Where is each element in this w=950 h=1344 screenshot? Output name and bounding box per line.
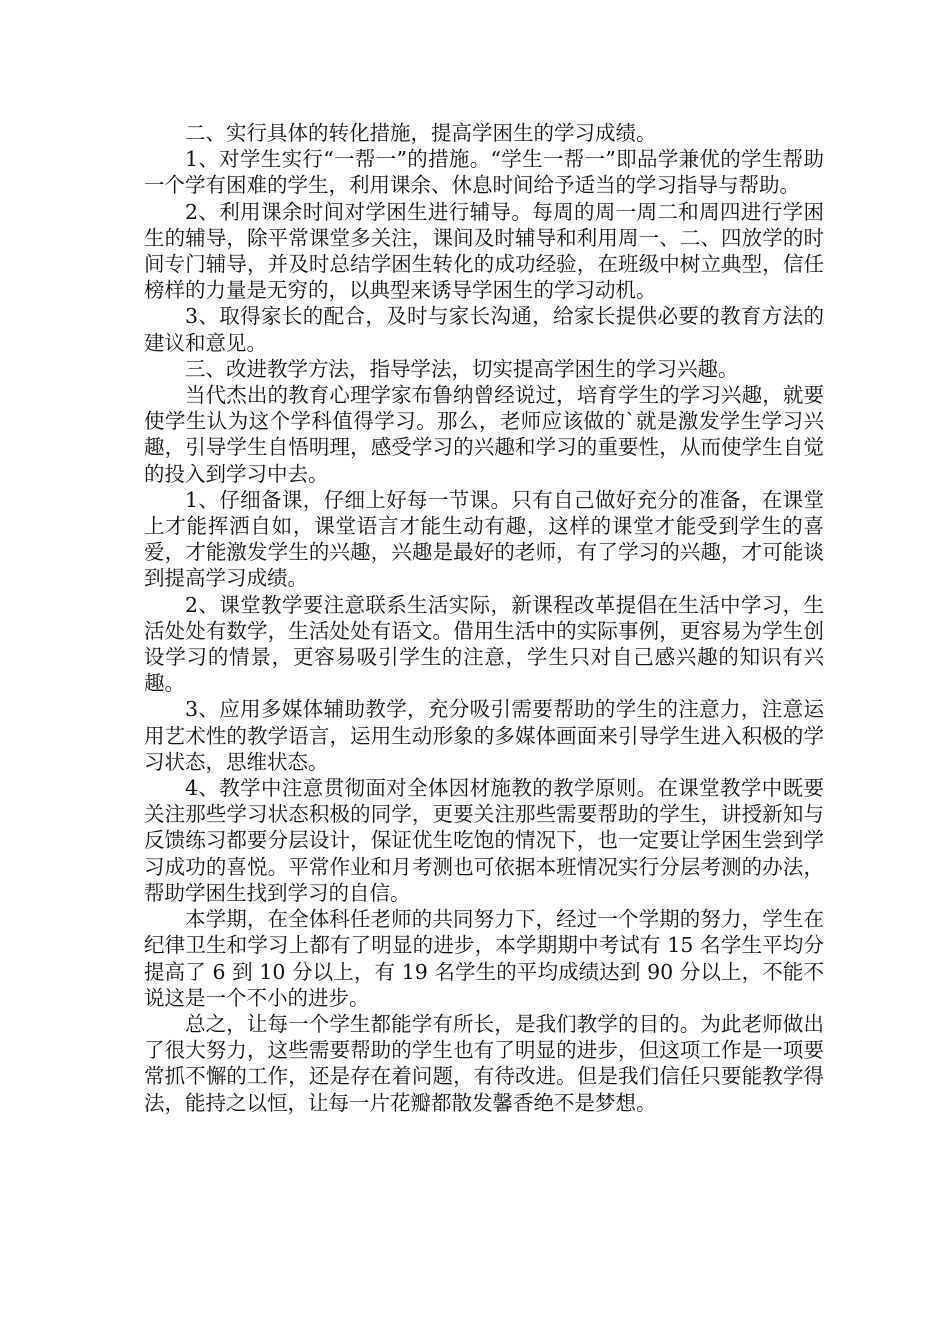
heading-section-three: 三、改进教学方法，指导学法，切实提高学困生的学习兴趣。 [185, 356, 739, 381]
paragraph-method-1: 1、仔细备课，仔细上好每一节课。只有自己做好充分的准备，在课堂上才能挥洒自如，课堂语言才能生动有趣，这样的课堂才能受到学生的喜爱，才能激发学生的兴趣，兴趣是最好的老师，有了学习的兴趣，才可能谈到提高学习成绩。 [144, 487, 824, 591]
paragraph-method-4: 4、教学中注意贯彻面对全体因材施教的教学原则。在课堂教学中既要关注那些学习状态积极的同学，更要关注那些需要帮助的学生，讲授新知与反馈练习都要分层设计，保证优生吃饱的情况下，也一定要让学困生尝到学习成功的喜悦。平常作业和月考测也可依据本班情况实行分层考测的办法，帮助学困生找到学习的自信。 [144, 776, 824, 905]
paragraph-method-3: 3、应用多媒体辅助教学，充分吸引需要帮助的学生的注意力，注意运用艺术性的教学语言，运用生动形象的多媒体画面来引导学生进入积极的学习状态，思维状态。 [144, 697, 824, 774]
paragraph-measure-2: 2、利用课余时间对学困生进行辅导。每周的周一周二和周四进行学困生的辅导，除平常课堂多关注，课间及时辅导和利用周一、二、四放学的时间专门辅导，并及时总结学困生转化的成功经验，在班级中树立典型，信任榜样的力量是无穷的，以典型来诱导学困生的学习动机。 [144, 199, 824, 303]
paragraph-conclusion: 总之，让每一个学生都能学有所长，是我们教学的目的。为此老师做出了很大努力，这些需要帮助的学生也有了明显的进步，但这项工作是一项要常抓不懈的工作，还是存在着问题，有待改进。但是我们信任只要能教学得法，能持之以恒，让每一片花瓣都散发馨香绝不是梦想。 [144, 1011, 824, 1115]
paragraph-measure-3: 3、取得家长的配合，及时与家长沟通，给家长提供必要的教育方法的建议和意见。 [144, 304, 824, 355]
paragraph-method-2: 2、课堂教学要注意联系生活实际，新课程改革提倡在生活中学习，生活处处有数学，生活处处有语文。借用生活中的实际事例，更容易为学生创设学习的情景，更容易吸引学生的注意，学生只对自己感兴趣的知识有兴趣。 [144, 592, 824, 696]
heading-section-two: 二、实行具体的转化措施，提高学困生的学习成绩。 [185, 121, 657, 145]
document-body [144, 120, 824, 1116]
paragraph-intro: 当代杰出的教育心理学家布鲁纳曾经说过，培育学生的学习兴趣，就要使学生认为这个学科值得学习。那么，老师应该做的`就是激发学生学习兴趣，引导学生自悟明理，感受学习的兴趣和学习的重要性，从而使学生自觉的投入到学习中去。 [144, 383, 824, 486]
paragraph-measure-1: 1、对学生实行“一帮一”的措施。“学生一帮一”即品学兼优的学生帮助一个学有困难的学生，利用课余、休息时间给予适当的学习指导与帮助。 [144, 147, 824, 198]
paragraph-semester-results: 本学期，在全体科任老师的共同努力下，经过一个学期的努力，学生在纪律卫生和学习上都有了明显的进步，本学期期中考试有 15 名学生平均分提高了 6 到 10 分以上，有 19 名学生的平均成绩达到 90 分以上，不能不说这是一个不小的进步。 [144, 907, 824, 1010]
